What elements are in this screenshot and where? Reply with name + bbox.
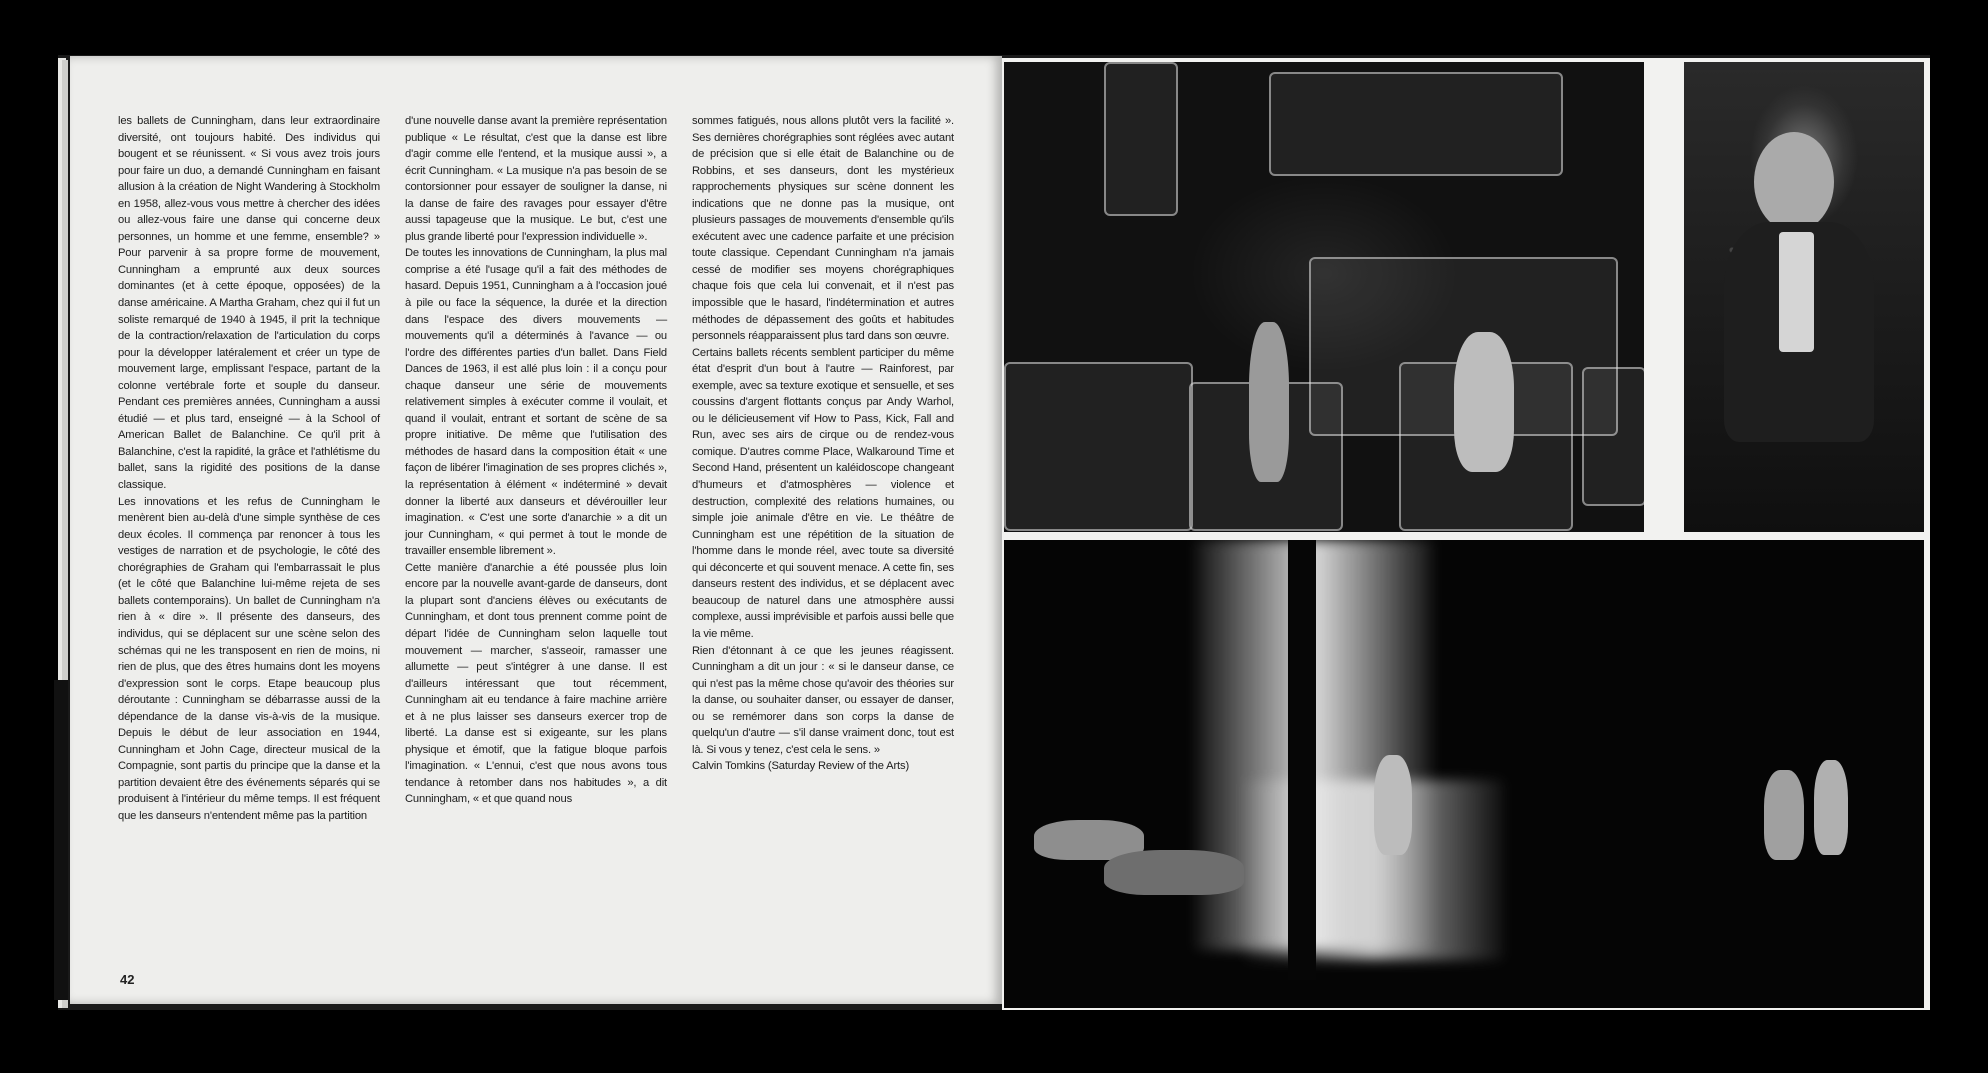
paragraph: Les innovations et les refus de Cunningham le menèrent bien au-delà d'une simple synthèse de ces deux écoles. Il commença par renoncer à tous les vestiges de narration et de psychologie, le côté des chorégraphies de Graham qui l'embarrassait le plus (et le côté que Balanchine lui-même rejeta de ses ballets contemporains). Un ballet de Cunningham n'a rien à « dire ». Il présente des danseurs, des individus, qui se déplacent sur une scène selon des schémas qui ne les transposent en rien de moins, ni rien de plus, que des êtres humains dont les moyens d'expression sont le corps. Etape beaucoup plus déroutante : Cunningham se débarrasse aussi de la dépendance de la danse vis-à-vis de la musique. Depuis le début de leur association en 1944, Cunningham et John Cage, directeur musical de la Compagnie, sont partis du principe que la danse et la partition devaient être des événements séparés qui se produisent à l'intérieur du même temps. Il est fréquent que les danseurs n'entendent même pas la partition — [118, 495, 380, 822]
paragraph: Rien d'étonnant à ce que les jeunes réagissent. Cunningham a dit un jour : « si le danseur danse, ce qui n'est pas la même chose qu'avoir des théories sur la danse, ou souhaiter danser, ou essayer de danser, ou se remémorer dans son corps la danse de quelqu'un d'autre — s'il danse vraiment donc, tout est là. Si vous y tenez, c'est cela le sens. » — [692, 644, 954, 756]
paragraph: d'une nouvelle danse avant la première représentation publique « Le résultat, c'est que la danse est libre d'agir comme elle l'entend, et la musique aussi », a écrit Cunningham. « La musique n'a pas besoin de se contorsionner pour essayer de souligner la danse, ni la danse de faire des ravages pour essayer d'être aussi tapageuse que la musique. Le but, c'est une plus grande liberté pour l'expression individuelle ». — [405, 115, 667, 243]
paragraph: Cette manière d'anarchie a été poussée plus loin encore par la nouvelle avant-garde de danseurs, dont la plupart sont d'anciens élèves ou exécutants de Cunningham, et dont tous prennent comme point de départ l'idée de Cunningham selon laquelle tout mouvement — marcher, s'asseoir, ramasser une allumette — peut s'intégrer à une danse. Il est d'ailleurs intéressant que tout récemment, Cunningham ait eu tendance à faire machine arrière et à ne plus laisser ses danseurs exercer trop de liberté. La danse est si exigeante, sur les plans physique et émotif, que la fatigue bloque parfois l'imagination. « L'ennui, c'est que nous avons tous tendance à retomber dans nos habitudes », a dit Cunningham, « et que quand nous — [405, 561, 667, 806]
dancer-figure — [1374, 755, 1412, 855]
photo-credit: Calvin Tomkins (Saturday Review of the Arts) — [692, 760, 910, 773]
text-column-1 — [118, 113, 380, 825]
silver-pillow — [1269, 72, 1563, 176]
paragraph: les ballets de Cunningham, dans leur extraordinaire diversité, ont toujours habité. Des individus qui bougent et se réunissent. « Si vous avez trois jours pour faire un duo, a demandé Cunningham en faisant allusion à la création de Night Wandering à Stockholm en 1958, allez-vous vous mettre à chercher des idées ou allez-vous faire une danse qui concerne deux personnes, un homme et une femme, ensemble? » Pour parvenir à sa propre forme de mouvement, Cunningham a emprunté aux deux sources dominantes (et à cette époque, opposées) de la danse américaine. A Martha Graham, chez qui il fut un soliste remarqué de 1940 à 1945, il prit la technique de la contraction/relaxation de l'articulation du corps pour la développer latéralement et créer un type de mouvement large, emplissant l'espace, partant de la colonne vertébrale forte et souple du danseur. Pendant ces premières années, Cunningham a aussi étudié — et plus tard, enseigné — à la School of American Ballet de Balanchine. Ce qu'il prit à Balanchine, c'est la rapidité, la grâce et l'athlétisme du ballet, sans la rigidité des positions de la danse classique. — [118, 115, 380, 492]
silver-pillow — [1104, 62, 1178, 216]
paragraph: De toutes les innovations de Cunningham, la plus mal comprise a été l'usage qu'il a fait des méthodes de hasard. Depuis 1951, Cunningham a à l'occasion joué à pile ou face la séquence, la durée et la direction dans l'espace des divers mouvements — mouvements qu'il a déterminés à l'avance — ou l'ordre des différentes parties d'un ballet. Dans Field Dances de 1963, il est allé plus loin : il a conçu pour chaque danseur une série de mouvements relativement simples à exécuter comme il voulait, et quand il voulait, entrant et sortant de scène de sa propre initiative. De même que l'utilisation des méthodes de hasard dans la composition était « une façon de libérer l'imagination de ses propres clichés », la représentation à élément « indéterminé » devait donner la liberté aux danseurs et dévérouiller leur imagination. « C'est une sorte d'anarchie » a dit un jour Cunningham, « qui permet à tout le monde de travailler ensemble librement ». — [405, 247, 667, 558]
stage-photo — [1004, 62, 1644, 532]
dance-performance-photo — [1004, 540, 1924, 1008]
paragraph: Certains ballets récents semblent participer du même état d'esprit d'un bout à l'autre — Rainforest, par exemple, avec sa texture exotique et sensuelle, et ses coussins d'argent flottants conçus par Andy Warhol, ou le délicieusement vif How to Pass, Kick, Fall and Run, avec ses airs de cirque ou de rendez-vous comique. D'autres comme Place, Walkaround Time et Second Hand, présentent un kaléidoscope changeant d'humeurs et d'atmosphères — violence et destruction, complexité des relations humaines, ou simple joie animale d'être en vie. Le théâtre de Cunningham est une répétition de la situation de l'homme dans le monde réel, avec toute sa diversité qui déconcerte et qui souvent menace. A cette fin, ses danseurs restent des individus, et se déplacent avec beaucoup de naturel dans une atmosphère aussi complexe, aussi imprévisible et parfois aussi belle que la vie même. — [692, 346, 954, 640]
dancer-figure — [1104, 850, 1244, 895]
dancer-figure — [1454, 332, 1514, 472]
paragraph: sommes fatigués, nous allons plutôt vers la facilité ». Ses dernières chorégraphies sont réglées avec autant de précision que si elle était de Balanchine ou de Robbins, et ses danseurs, dont les mystérieux rapprochements physiques sur scène donnent les indications que ne donne pas la musique, ont plusieurs passages de mouvements d'ensemble qu'ils exécutent avec une cadence parfaite et une précision toute classique. Cependant Cunningham n'a jamais cessé de modifier ses moyens chorégraphiques chaque fois que cela lui convenait, et il n'est pas impossible que le hasard, l'indétermination et autres méthodes de dépassement des goûts et habitudes personnels réapparaissent plus tard dans son œuvre. — [692, 115, 954, 343]
face — [1754, 132, 1834, 232]
text-column-3 — [692, 113, 954, 775]
portrait-photo — [1684, 62, 1924, 532]
page-number: 42 — [120, 972, 135, 987]
silver-pillow — [1004, 362, 1193, 531]
dancer-figure — [1249, 322, 1289, 482]
shirt — [1779, 232, 1814, 352]
dancer-figure — [1814, 760, 1848, 855]
text-column-2 — [405, 113, 667, 808]
silver-pillow — [1582, 367, 1644, 506]
binding-mark — [54, 680, 68, 1000]
dancer-figure — [1764, 770, 1804, 860]
stage-pillar — [1288, 540, 1316, 980]
